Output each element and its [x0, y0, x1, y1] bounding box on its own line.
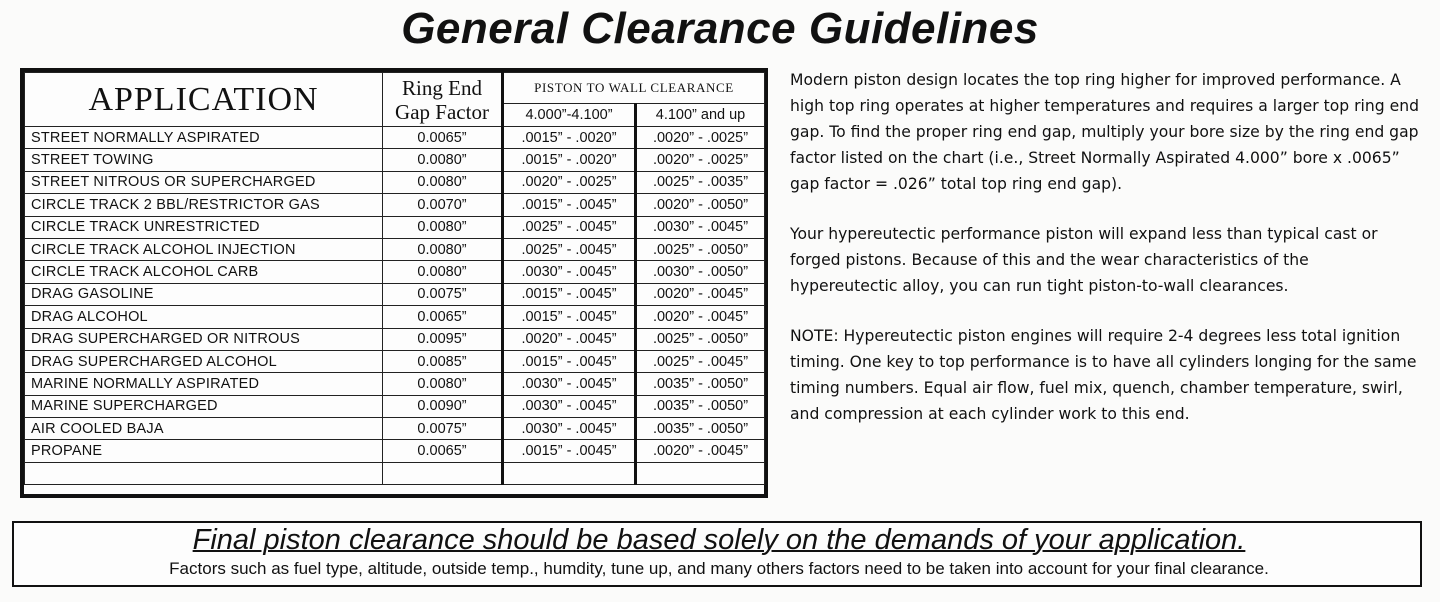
table-row	[25, 149, 765, 171]
row-clearance-range-2: .0020” - .0025”	[636, 127, 765, 149]
row-gap-factor: 0.0080”	[383, 149, 503, 171]
table-row	[25, 418, 765, 440]
row-clearance-range-2: .0035” - .0050”	[636, 373, 765, 395]
table-row	[25, 283, 765, 305]
row-clearance-range-2: .0035” - .0050”	[636, 395, 765, 417]
row-clearance-range-1: .0030” - .0045”	[503, 261, 636, 283]
row-gap-factor: 0.0080”	[383, 171, 503, 193]
row-clearance-range-1: .0030” - .0045”	[503, 418, 636, 440]
row-application: DRAG GASOLINE	[25, 283, 383, 305]
table-row	[25, 194, 765, 216]
row-clearance-range-2: .0025” - .0045”	[636, 350, 765, 372]
clearance-table-frame	[20, 68, 768, 498]
row-gap-factor: 0.0075”	[383, 418, 503, 440]
description-paragraph-note: NOTE: Hypereutectic piston engines will require 2-4 degrees less total ignition timing. One key to top performance is to have all cylinders longing for the same timing numbers. Equal air flow, fuel mix, quench, chamber temperature, swirl, and compression at each cylinder work to this end.	[790, 327, 1417, 423]
row-clearance-range-1: .0015” - .0020”	[503, 149, 636, 171]
row-application: CIRCLE TRACK ALCOHOL CARB	[25, 261, 383, 283]
row-clearance-range-1: .0015” - .0045”	[503, 440, 636, 462]
table-row	[25, 395, 765, 417]
header-piston-to-wall: PISTON TO WALL CLEARANCE	[503, 73, 765, 104]
clearance-table	[24, 72, 765, 485]
row-gap-factor: 0.0085”	[383, 350, 503, 372]
row-application: STREET NORMALLY ASPIRATED	[25, 127, 383, 149]
page-title: General Clearance Guidelines	[401, 4, 1039, 53]
row-clearance-range-2: .0020” - .0045”	[636, 306, 765, 328]
row-clearance-range-2: .0025” - .0035”	[636, 171, 765, 193]
row-gap-factor: 0.0095”	[383, 328, 503, 350]
row-application: STREET NITROUS OR SUPERCHARGED	[25, 171, 383, 193]
header-ring-end-gap-factor: Ring End Gap Factor	[383, 73, 503, 127]
table-row	[25, 462, 765, 484]
row-clearance-range-2: .0020” - .0045”	[636, 283, 765, 305]
row-application: PROPANE	[25, 440, 383, 462]
final-clearance-heading: Final piston clearance should be based solely on the demands of your application.	[192, 524, 1246, 556]
table-row	[25, 171, 765, 193]
description-paragraph-hypereutectic: Your hypereutectic performance piston will expand less than typical cast or forged pistons. Because of this and the wear characteristics of the hypereutectic alloy, you can run tight piston-to-wall clearances.	[790, 225, 1378, 295]
row-clearance-range-2	[636, 462, 765, 484]
final-clearance-note: Factors such as fuel type, altitude, outside temp., humdity, tune up, and many others factors need to be taken into account for your final clearance.	[169, 559, 1269, 578]
description	[790, 67, 1420, 451]
row-application: DRAG SUPERCHARGED ALCOHOL	[25, 350, 383, 372]
row-clearance-range-2: .0025” - .0050”	[636, 238, 765, 260]
row-application	[25, 462, 383, 484]
table-row	[25, 373, 765, 395]
description-paragraph-ring-gap: Modern piston design locates the top ring higher for improved performance. A high top ring operates at higher temperatures and requires a larger top ring end gap. To find the proper ring end gap, multiply your bore size by the ring end gap factor listed on the chart (i.e., Street Normally Aspirated 4.000” bore x .0065” gap factor = .026” total top ring end gap).	[790, 71, 1419, 193]
header-range-2: 4.100” and up	[636, 104, 765, 127]
row-gap-factor: 0.0065”	[383, 127, 503, 149]
row-clearance-range-1: .0025” - .0045”	[503, 238, 636, 260]
table-row	[25, 306, 765, 328]
row-clearance-range-2: .0020” - .0050”	[636, 194, 765, 216]
row-clearance-range-1	[503, 462, 636, 484]
row-gap-factor: 0.0065”	[383, 440, 503, 462]
row-application: STREET TOWING	[25, 149, 383, 171]
table-row	[25, 238, 765, 260]
row-clearance-range-1: .0020” - .0025”	[503, 171, 636, 193]
table-row	[25, 127, 765, 149]
row-application: CIRCLE TRACK ALCOHOL INJECTION	[25, 238, 383, 260]
row-gap-factor: 0.0080”	[383, 373, 503, 395]
table-body	[25, 127, 765, 485]
row-clearance-range-1: .0030” - .0045”	[503, 395, 636, 417]
table-row	[25, 440, 765, 462]
row-application: CIRCLE TRACK 2 BBL/RESTRICTOR GAS	[25, 194, 383, 216]
row-clearance-range-2: .0035” - .0050”	[636, 418, 765, 440]
row-gap-factor: 0.0080”	[383, 238, 503, 260]
row-clearance-range-2: .0020” - .0045”	[636, 440, 765, 462]
row-application: DRAG ALCOHOL	[25, 306, 383, 328]
table-row	[25, 216, 765, 238]
row-clearance-range-1: .0020” - .0045”	[503, 328, 636, 350]
row-clearance-range-1: .0015” - .0045”	[503, 350, 636, 372]
row-clearance-range-1: .0015” - .0045”	[503, 283, 636, 305]
row-application: MARINE SUPERCHARGED	[25, 395, 383, 417]
row-clearance-range-2: .0030” - .0045”	[636, 216, 765, 238]
header-range-1: 4.000”-4.100”	[503, 104, 636, 127]
row-gap-factor: 0.0065”	[383, 306, 503, 328]
row-gap-factor: 0.0070”	[383, 194, 503, 216]
row-clearance-range-1: .0015” - .0020”	[503, 127, 636, 149]
row-clearance-range-1: .0015” - .0045”	[503, 306, 636, 328]
row-application: MARINE NORMALLY ASPIRATED	[25, 373, 383, 395]
row-clearance-range-2: .0025” - .0050”	[636, 328, 765, 350]
row-application: DRAG SUPERCHARGED OR NITROUS	[25, 328, 383, 350]
row-application: CIRCLE TRACK UNRESTRICTED	[25, 216, 383, 238]
row-gap-factor: 0.0080”	[383, 216, 503, 238]
row-gap-factor	[383, 462, 503, 484]
table-row	[25, 350, 765, 372]
row-clearance-range-2: .0020” - .0025”	[636, 149, 765, 171]
final-clearance-box	[12, 521, 1422, 587]
table-row	[25, 328, 765, 350]
row-gap-factor: 0.0080”	[383, 261, 503, 283]
row-gap-factor: 0.0090”	[383, 395, 503, 417]
row-clearance-range-1: .0030” - .0045”	[503, 373, 636, 395]
row-clearance-range-2: .0030” - .0050”	[636, 261, 765, 283]
row-clearance-range-1: .0015” - .0045”	[503, 194, 636, 216]
header-application: APPLICATION	[25, 73, 383, 127]
row-application: AIR COOLED BAJA	[25, 418, 383, 440]
row-gap-factor: 0.0075”	[383, 283, 503, 305]
table-row	[25, 261, 765, 283]
row-clearance-range-1: .0025” - .0045”	[503, 216, 636, 238]
